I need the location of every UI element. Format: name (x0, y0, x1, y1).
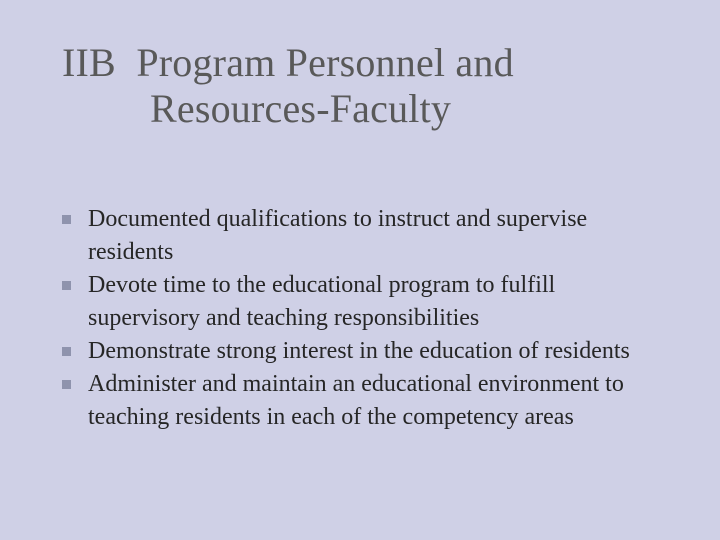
bullet-text: Documented qualifications to instruct and supervise residents (88, 206, 588, 265)
bullet-text: Administer and maintain an educational environment to teaching residents in each of the competency areas (88, 371, 624, 430)
bullet-item (62, 335, 662, 368)
bullet-item (62, 368, 662, 434)
title-line-2: Resources-Faculty (150, 86, 452, 131)
bullet-list (62, 203, 662, 434)
bullet-text: Demonstrate strong interest in the education of residents (88, 338, 630, 364)
square-bullet-icon (62, 380, 71, 389)
title-line-1: IIB Program Personnel and (62, 40, 514, 85)
bullet-item (62, 269, 662, 335)
square-bullet-icon (62, 215, 71, 224)
square-bullet-icon (62, 281, 71, 290)
square-bullet-icon (62, 347, 71, 356)
bullet-text: Devote time to the educational program to fulfill supervisory and teaching responsibilities (88, 272, 556, 331)
slide-title (62, 40, 514, 132)
bullet-item (62, 203, 662, 269)
